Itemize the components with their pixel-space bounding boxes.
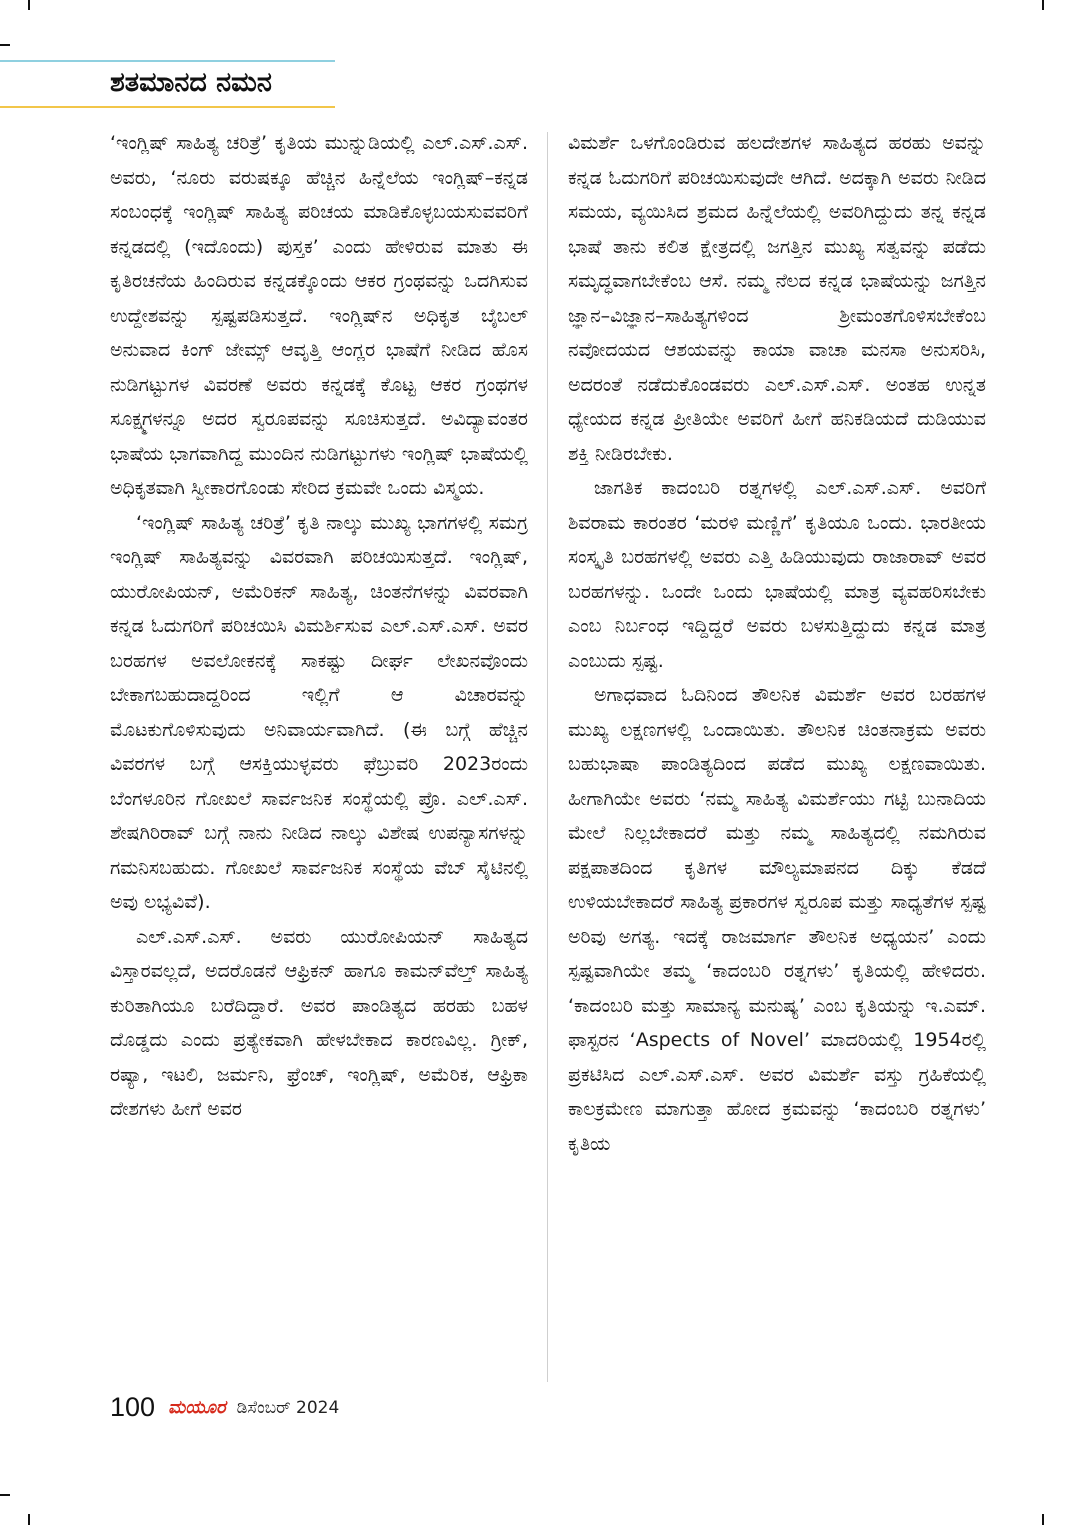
section-title: ಶತಮಾನದ ನಮನ bbox=[110, 67, 272, 98]
crop-mark-bottom-right bbox=[1042, 1514, 1044, 1525]
article-paragraph: ಎಲ್.ಎಸ್.ಎಸ್. ಅವರು ಯುರೋಪಿಯನ್ ಸಾಹಿತ್ಯದ ವಿಸ್ತಾರವಲ್ಲದೆ, ಅದರೊಡನೆ ಆಫ್ರಿಕನ್ ಹಾಗೂ ಕಾಮನ್‌ವೆಲ್ತ್ ಸಾಹಿತ್ಯ ಕುರಿತಾಗಿಯೂ ಬರೆದಿದ್ದಾರೆ. ಅವರ ಪಾಂಡಿತ್ಯದ ಹರಹು ಬಹಳ ದೊಡ್ಡದು ಎಂದು ಪ್ರತ್ಯೇಕವಾಗಿ ಹೇಳಬೇಕಾದ ಕಾರಣವಿಲ್ಲ. ಗ್ರೀಕ್, ರಷ್ಯಾ, ಇಟಲಿ, ಜರ್ಮನಿ, ಫ್ರೆಂಚ್, ಇಂಗ್ಲಿಷ್, ಅಮೆರಿಕ, ಆಫ್ರಿಕಾ ದೇಶಗಳು ಹೀಗೆ ಅವರ bbox=[110, 925, 528, 1120]
article-paragraph: ‘ಇಂಗ್ಲಿಷ್ ಸಾಹಿತ್ಯ ಚರಿತ್ರೆ’ ಕೃತಿ ನಾಲ್ಕು ಮುಖ್ಯ ಭಾಗಗಳಲ್ಲಿ ಸಮಗ್ರ ಇಂಗ್ಲಿಷ್ ಸಾಹಿತ್ಯವನ್ನು ವಿವರವಾಗಿ ಪರಿಚಯಿಸುತ್ತದೆ. ಇಂಗ್ಲಿಷ್, ಯುರೋಪಿಯನ್, ಅಮೆರಿಕನ್ ಸಾಹಿತ್ಯ, ಚಿಂತನೆಗಳನ್ನು ವಿವರವಾಗಿ ಕನ್ನಡ ಓದುಗರಿಗೆ ಪರಿಚಯಿಸಿ ವಿಮರ್ಶಿಸುವ ಎಲ್.ಎಸ್.ಎಸ್. ಅವರ ಬರಹಗಳ ಅವಲೋಕನಕ್ಕೆ ಸಾಕಷ್ಟು ದೀರ್ಘ ಲೇಖನವೊಂದು ಬೇಕಾಗಬಹುದಾದ್ದರಿಂದ ಇಲ್ಲಿಗೆ ಆ ವಿಚಾರವನ್ನು ಮೊಟಕುಗೊಳಿಸುವುದು ಅನಿವಾರ್ಯವಾಗಿದೆ. (ಈ ಬಗ್ಗೆ ಹೆಚ್ಚಿನ ವಿವರಗಳ ಬಗ್ಗೆ ಆಸಕ್ತಿಯುಳ್ಳವರು ಫೆಬ್ರುವರಿ 2023ರಂದು ಬೆಂಗಳೂರಿನ ಗೋಖಲೆ ಸಾರ್ವಜನಿಕ ಸಂಸ್ಥೆಯಲ್ಲಿ ಪ್ರೊ. ಎಲ್.ಎಸ್. ಶೇಷಗಿರಿರಾವ್ ಬಗ್ಗೆ ನಾನು ನೀಡಿದ ನಾಲ್ಕು ವಿಶೇಷ ಉಪನ್ಯಾಸಗಳನ್ನು ಗಮನಿಸಬಹುದು. ಗೋಖಲೆ ಸಾರ್ವಜನಿಕ ಸಂಸ್ಥೆಯ ವೆಬ್ ಸೈಟಿನಲ್ಲಿ ಅವು ಲಭ್ಯವಿವೆ). bbox=[110, 511, 528, 913]
article-paragraph: ವಿಮರ್ಶೆ ಒಳಗೊಂಡಿರುವ ಹಲದೇಶಗಳ ಸಾಹಿತ್ಯದ ಹರಹು ಅವನ್ನು ಕನ್ನಡ ಓದುಗರಿಗೆ ಪರಿಚಯಿಸುವುದೇ ಆಗಿದೆ. ಅದಕ್ಕಾಗಿ ಅವರು ನೀಡಿದ ಸಮಯ, ವ್ಯಯಿಸಿದ ಶ್ರಮದ ಹಿನ್ನೆಲೆಯಲ್ಲಿ ಅವರಿಗಿದ್ದುದು ತನ್ನ ಕನ್ನಡ ಭಾಷೆ ತಾನು ಕಲಿತ ಕ್ಷೇತ್ರದಲ್ಲಿ ಜಗತ್ತಿನ ಮುಖ್ಯ ಸತ್ವವನ್ನು ಪಡೆದು ಸಮೃದ್ಧವಾಗಬೇಕೆಂಬ ಆಸೆ. ನಮ್ಮ ನೆಲದ ಕನ್ನಡ ಭಾಷೆಯನ್ನು ಜಗತ್ತಿನ ಜ್ಞಾನ–ವಿಜ್ಞಾನ–ಸಾಹಿತ್ಯಗಳಿಂದ ಶ್ರೀಮಂತಗೊಳಿಸಬೇಕೆಂಬ ನವೋದಯದ ಆಶಯವನ್ನು ಕಾಯಾ ವಾಚಾ ಮನಸಾ ಅನುಸರಿಸಿ, ಅದರಂತೆ ನಡೆದುಕೊಂಡವರು ಎಲ್.ಎಸ್.ಎಸ್. ಅಂತಹ ಉನ್ನತ ಧ್ಯೇಯದ ಕನ್ನಡ ಪ್ರೀತಿಯೇ ಅವರಿಗೆ ಹೀಗೆ ಹನಿಕಡಿಯದೆ ದುಡಿಯುವ ಶಕ್ತಿ ನೀಡಿರಬೇಕು. bbox=[568, 132, 986, 465]
header-rule-bottom bbox=[0, 106, 335, 108]
crop-mark-left-upper bbox=[0, 44, 10, 46]
column-divider bbox=[547, 132, 548, 1382]
crop-mark-left-lower bbox=[0, 1494, 10, 1496]
magazine-logo: ಮಯೂರ bbox=[168, 1397, 226, 1418]
article-paragraph: ಜಾಗತಿಕ ಕಾದಂಬರಿ ರತ್ನಗಳಲ್ಲಿ ಎಲ್.ಎಸ್.ಎಸ್. ಅವರಿಗೆ ಶಿವರಾಮ ಕಾರಂತರ ‘ಮರಳಿ ಮಣ್ಣಿಗೆ’ ಕೃತಿಯೂ ಒಂದು. ಭಾರತೀಯ ಸಂಸ್ಕೃತಿ ಬರಹಗಳಲ್ಲಿ ಅವರು ಎತ್ತಿ ಹಿಡಿಯುವುದು ರಾಜಾರಾವ್ ಅವರ ಬರಹಗಳನ್ನು. ಒಂದೇ ಒಂದು ಭಾಷೆಯಲ್ಲಿ ಮಾತ್ರ ವ್ಯವಹರಿಸಬೇಕು ಎಂಬ ನಿರ್ಬಂಧ ಇದ್ದಿದ್ದರೆ ಅವರು ಬಳಸುತ್ತಿದ್ದುದು ಕನ್ನಡ ಮಾತ್ರ ಎಂಬುದು ಸ್ಪಷ್ಟ. bbox=[568, 477, 986, 672]
article-column-left bbox=[110, 126, 528, 1388]
page-footer bbox=[110, 1392, 339, 1428]
crop-mark-bottom-left bbox=[28, 1514, 30, 1525]
article-column-right bbox=[568, 126, 986, 1388]
article-paragraph: ಅಗಾಧವಾದ ಓದಿನಿಂದ ತೌಲನಿಕ ವಿಮರ್ಶೆ ಅವರ ಬರಹಗಳ ಮುಖ್ಯ ಲಕ್ಷಣಗಳಲ್ಲಿ ಒಂದಾಯಿತು. ತೌಲನಿಕ ಚಿಂತನಾಕ್ರಮ ಅವರು ಬಹುಭಾಷಾ ಪಾಂಡಿತ್ಯದಿಂದ ಪಡೆದ ಮುಖ್ಯ ಲಕ್ಷಣವಾಯಿತು. ಹೀಗಾಗಿಯೇ ಅವರು ‘ನಮ್ಮ ಸಾಹಿತ್ಯ ವಿಮರ್ಶೆಯು ಗಟ್ಟಿ ಬುನಾದಿಯ ಮೇಲೆ ನಿಲ್ಲಬೇಕಾದರೆ ಮತ್ತು ನಮ್ಮ ಸಾಹಿತ್ಯದಲ್ಲಿ ನಮಗಿರುವ ಪಕ್ಷಪಾತದಿಂದ ಕೃತಿಗಳ ಮೌಲ್ಯಮಾಪನದ ದಿಕ್ಕು ಕೆಡದೆ ಉಳಿಯಬೇಕಾದರೆ ಸಾಹಿತ್ಯ ಪ್ರಕಾರಗಳ ಸ್ವರೂಪ ಮತ್ತು ಸಾಧ್ಯತೆಗಳ ಸ್ಪಷ್ಟ ಅರಿವು ಅಗತ್ಯ. ಇದಕ್ಕೆ ರಾಜಮಾರ್ಗ ತೌಲನಿಕ ಅಧ್ಯಯನ’ ಎಂದು ಸ್ಪಷ್ಟವಾಗಿಯೇ ತಮ್ಮ ‘ಕಾದಂಬರಿ ರತ್ನಗಳು’ ಕೃತಿಯಲ್ಲಿ ಹೇಳಿದರು. ‘ಕಾದಂಬರಿ ಮತ್ತು ಸಾಮಾನ್ಯ ಮನುಷ್ಯ’ ಎಂಬ ಕೃತಿಯನ್ನು ಇ.ಎಮ್. ಫಾಸ್ಟರನ ‘Aspects of Novel’ ಮಾದರಿಯಲ್ಲಿ 1954ರಲ್ಲಿ ಪ್ರಕಟಿಸಿದ ಎಲ್.ಎಸ್.ಎಸ್. ಅವರ ವಿಮರ್ಶೆ ವಸ್ತು ಗ್ರಹಿಕೆಯಲ್ಲಿ ಕಾಲಕ್ರಮೇಣ ಮಾಗುತ್ತಾ ಹೋದ ಕ್ರಮವನ್ನು ‘ಕಾದಂಬರಿ ರತ್ನಗಳು’ ಕೃತಿಯ bbox=[568, 684, 986, 1155]
crop-mark-top-right bbox=[1042, 0, 1044, 10]
page-number: 100 bbox=[110, 1392, 156, 1422]
crop-mark-top-left bbox=[28, 0, 30, 10]
article-paragraph: ‘ಇಂಗ್ಲಿಷ್ ಸಾಹಿತ್ಯ ಚರಿತ್ರೆ’ ಕೃತಿಯ ಮುನ್ನುಡಿಯಲ್ಲಿ ಎಲ್.ಎಸ್.ಎಸ್. ಅವರು, ‘ನೂರು ವರುಷಕ್ಕೂ ಹೆಚ್ಚಿನ ಹಿನ್ನೆಲೆಯ ಇಂಗ್ಲಿಷ್–ಕನ್ನಡ ಸಂಬಂಧಕ್ಕೆ ಇಂಗ್ಲಿಷ್ ಸಾಹಿತ್ಯ ಪರಿಚಯ ಮಾಡಿಕೊಳ್ಳಬಯಸುವವರಿಗೆ ಕನ್ನಡದಲ್ಲಿ (ಇದೊಂದು) ಪುಸ್ತಕ’ ಎಂದು ಹೇಳಿರುವ ಮಾತು ಈ ಕೃತಿರಚನೆಯ ಹಿಂದಿರುವ ಕನ್ನಡಕ್ಕೊಂದು ಆಕರ ಗ್ರಂಥವನ್ನು ಒದಗಿಸುವ ಉದ್ದೇಶವನ್ನು ಸ್ಪಷ್ಟಪಡಿಸುತ್ತದೆ. ಇಂಗ್ಲಿಷ್‌ನ ಅಧಿಕೃತ ಬೈಬಲ್ ಅನುವಾದ ಕಿಂಗ್ ಜೇಮ್ಸ್ ಆವೃತ್ತಿ ಆಂಗ್ಲರ ಭಾಷೆಗೆ ನೀಡಿದ ಹೊಸ ನುಡಿಗಟ್ಟುಗಳ ವಿವರಣೆ ಅವರು ಕನ್ನಡಕ್ಕೆ ಕೊಟ್ಟ ಆಕರ ಗ್ರಂಥಗಳ ಸೂಕ್ಷ್ಮಗಳನ್ನೂ ಅದರ ಸ್ವರೂಪವನ್ನು ಸೂಚಿಸುತ್ತದೆ. ಅವಿದ್ಯಾವಂತರ ಭಾಷೆಯ ಭಾಗವಾಗಿದ್ದ ಮುಂದಿನ ನುಡಿಗಟ್ಟುಗಳು ಇಂಗ್ಲಿಷ್ ಭಾಷೆಯಲ್ಲಿ ಅಧಿಕೃತವಾಗಿ ಸ್ವೀಕಾರಗೊಂಡು ಸೇರಿದ ಕ್ರಮವೇ ಒಂದು ವಿಸ್ಮಯ. bbox=[110, 132, 528, 499]
header-rule-top bbox=[0, 60, 335, 62]
section-header bbox=[0, 60, 335, 108]
issue-date: ಡಿಸೆಂಬರ್ 2024 bbox=[236, 1397, 340, 1418]
